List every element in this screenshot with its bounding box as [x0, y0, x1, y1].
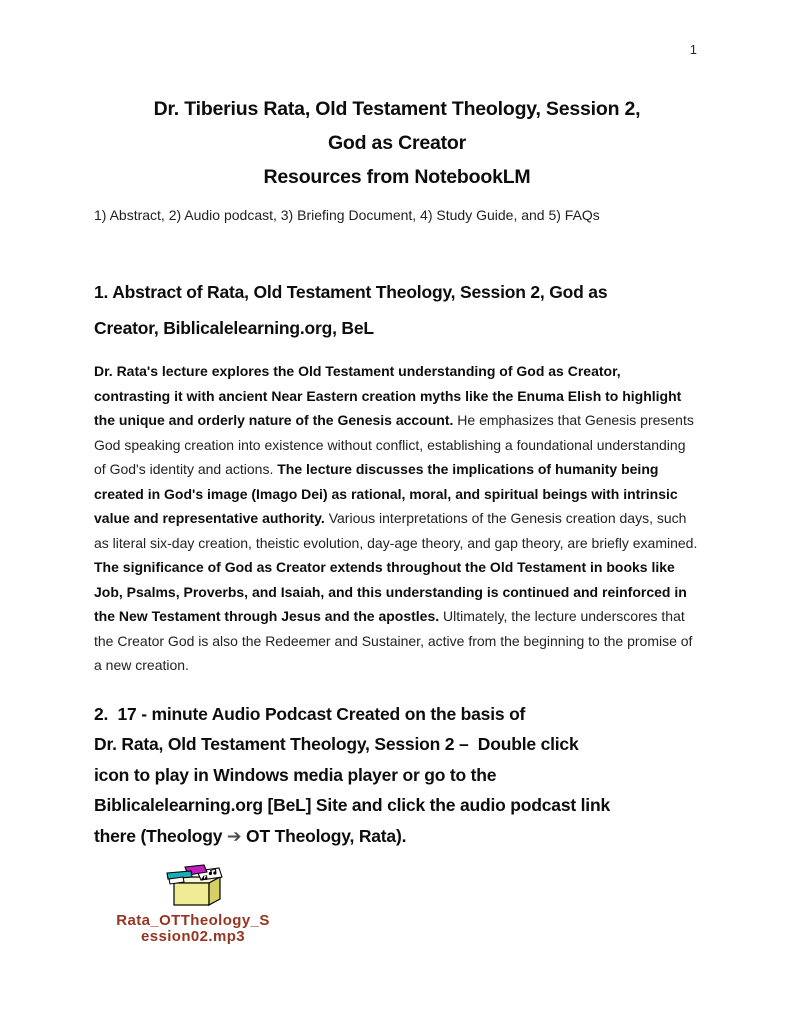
section2-heading	[94, 699, 700, 853]
paragraph-bold-segment: Dr. Rata's lecture explores the Old Testament understanding of God as Creator, contrasting it with ancient Near Eastern creation myths like the Enuma Elish to highlight the unique and orderly nature of the Genesis account.	[94, 363, 682, 428]
audio-attachment[interactable]	[94, 864, 292, 944]
section1-heading-line-1: 1. Abstract of Rata, Old Testament Theology, Session 2, God as	[94, 282, 608, 302]
section1-heading-line-2: Creator, Biblicalelearning.org, BeL	[94, 318, 374, 338]
section2-heading-line-5-text-after: OT Theology, Rata).	[241, 825, 407, 846]
title-line-2: God as Creator	[327, 132, 467, 154]
document-title	[94, 92, 700, 194]
title-line-3: Resources from NotebookLM	[263, 166, 531, 188]
resources-list-line: 1) Abstract, 2) Audio podcast, 3) Briefing Document, 4) Study Guide, and 5) FAQs	[94, 207, 600, 223]
attachment-filename-line-1: Rata_OTTheology_S	[116, 912, 270, 930]
section2-heading-line-2: Dr. Rata, Old Testament Theology, Session 2 – Double click	[94, 734, 579, 755]
paragraph-segment: Various interpretations of the Genesis creation days, such as literal six-day creation, theistic evolution, day-age theory, and gap theory, are briefly examined.	[94, 510, 698, 551]
right-arrow-icon: ➔	[226, 826, 242, 847]
media-clip-icon[interactable]	[159, 864, 227, 908]
attachment-filename-line-2: ession02.mp3	[140, 927, 245, 945]
section2-heading-line-5-text: there (Theology	[94, 825, 227, 846]
paragraph-segment: Ultimately, the lecture underscores that the Creator God is also the Redeemer and Sustainer, active from the beginning to the promise of a new creation.	[94, 608, 693, 673]
section2-heading-line-3: icon to play in Windows media player or go to the	[94, 764, 497, 785]
section2-heading-line-1: 2. 17 - minute Audio Podcast Created on the basis of	[94, 703, 526, 724]
document-body	[94, 0, 700, 944]
page-number: 1	[689, 42, 697, 57]
paragraph-bold-segment: The significance of God as Creator extends throughout the Old Testament in books like Job, Psalms, Proverbs, and Isaiah, and this understanding is continued and reinforced in the New Testament through Jesus and the apostles.	[94, 559, 687, 624]
section1-heading	[94, 274, 700, 346]
paragraph-bold-segment: The lecture discusses the implications of humanity being created in God's image (Imago Dei) as rational, moral, and spiritual beings with intrinsic value and representative authority.	[94, 461, 678, 526]
paragraph-segment: He emphasizes that Genesis presents God speaking creation into existence without conflict, establishing a foundational understanding of God's identity and actions.	[94, 412, 694, 477]
section2-heading-line-5	[94, 821, 700, 853]
section2-heading-line-4: Biblicalelearning.org [BeL] Site and click the audio podcast link	[94, 795, 610, 816]
title-line-1: Dr. Tiberius Rata, Old Testament Theology, Session 2,	[153, 98, 641, 120]
attachment-filename[interactable]	[94, 913, 292, 944]
abstract-paragraph	[94, 359, 700, 678]
